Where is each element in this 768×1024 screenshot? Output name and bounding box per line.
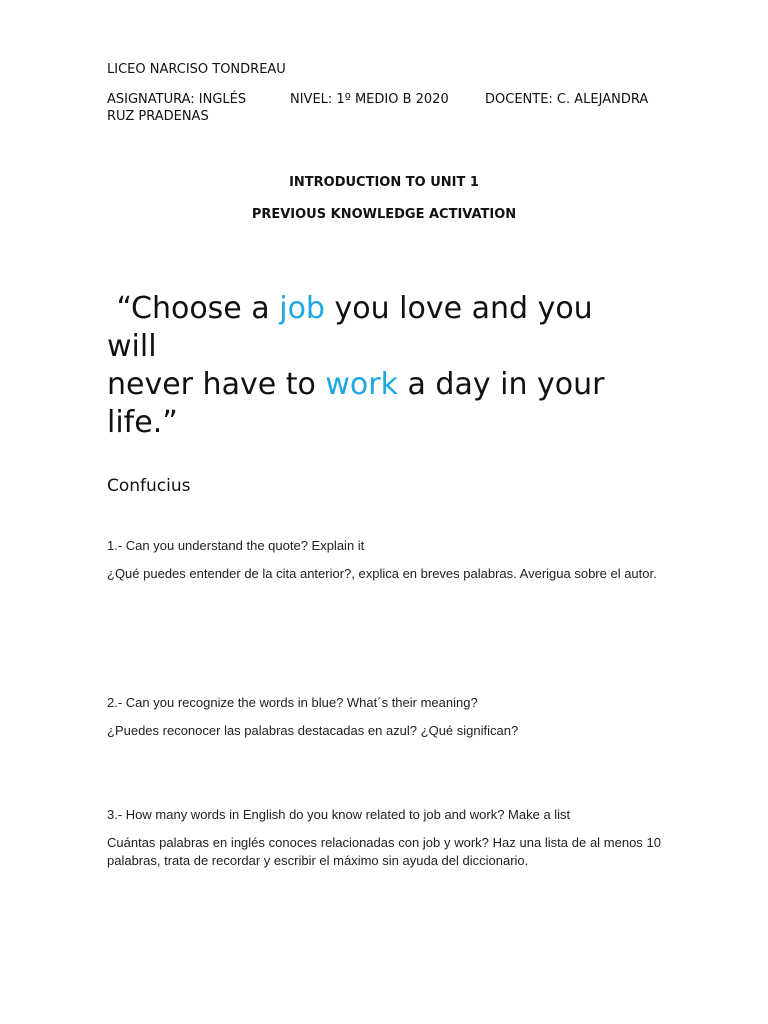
quote-line-1 [107,290,667,328]
activity-title: PREVIOUS KNOWLEDGE ACTIVATION [251,207,517,222]
quote-line-3 [107,366,667,404]
question-3-english: 3.- How many words in English do you know related to job and work? Make a list [107,807,571,822]
question-3-spanish: Cuántas palabras en inglés conoces relacionadas con job y work? Haz una lista de al menos 10 palabras, trata de recordar y escribir el máximo sin ayuda del diccionario. [107,835,661,868]
subject-label: ASIGNATURA: INGLÉS [107,92,247,107]
highlighted-word-job: job [279,291,325,326]
quote-author: Confucius [107,476,191,496]
school-name: LICEO NARCISO TONDREAU [107,62,286,77]
level-label: NIVEL: 1º MEDIO B 2020 [290,92,449,107]
quote-line-4: life.” [107,405,178,440]
teacher-label: DOCENTE: C. ALEJANDRA [485,92,649,107]
highlighted-word-work: work [325,367,398,402]
quote-text: you love and you [324,291,593,326]
quote-text: never have to [107,367,326,402]
question-2-english: 2.- Can you recognize the words in blue? What´s their meaning? [107,695,478,710]
question-1-spanish: ¿Qué puedes entender de la cita anterior?, explica en breves palabras. Averigua sobre el autor. [107,566,657,581]
unit-title: INTRODUCTION TO UNIT 1 [289,175,479,190]
course-info-row [107,92,648,107]
question-1-english: 1.- Can you understand the quote? Explain it [107,538,365,553]
quote-text: “Choose a [107,291,280,326]
quote-block [107,290,667,442]
question-2-spanish: ¿Puedes reconocer las palabras destacadas en azul? ¿Qué significan? [107,723,519,738]
quote-text: a day in your [397,367,605,402]
quote-line-2: will [107,329,157,364]
teacher-label-continued: RUZ PRADENAS [107,109,209,124]
